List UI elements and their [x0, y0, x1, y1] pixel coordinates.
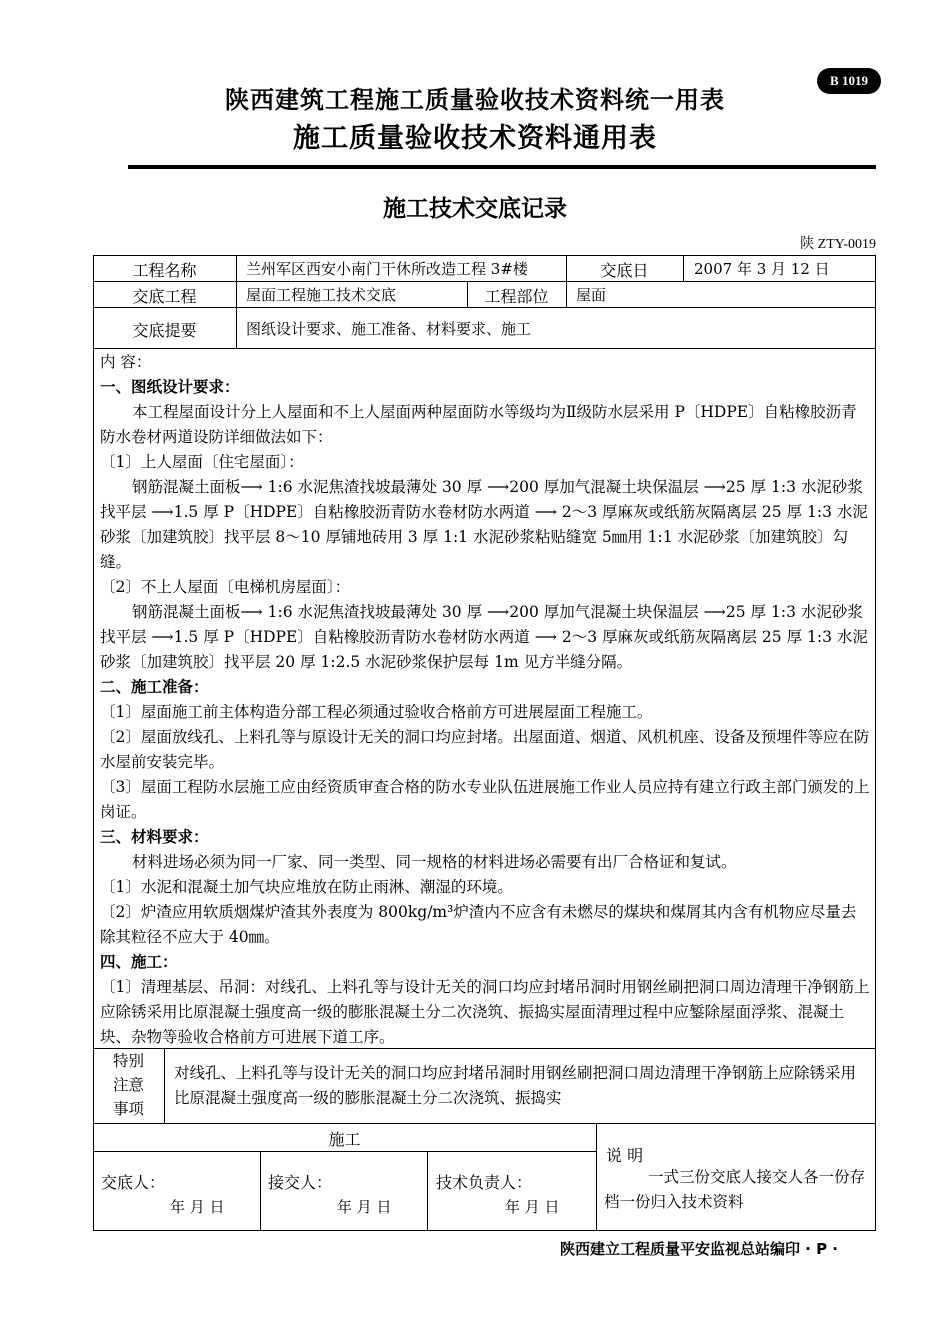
paragraph: 钢筋混凝土面板⟶ 1:6 水泥焦渣找坡最薄处 30 厚 ⟶200 厚加气混凝土块保温层 ⟶25 厚 1:3 水泥砂浆找平层 ⟶1.5 厚 P〔HDPE〕自粘橡胶沥青防水卷材防水两道 ⟶ 2～3 厚麻灰或纸筋灰隔离层 25 厚 1:3 水泥砂浆〔加建筑胶〕找平层 8～10 厚铺地砖用 3 厚 1:1 水泥砂浆粘贴缝宽 5㎜用 1:1 水泥砂浆〔加建筑胶〕勾缝。: [100, 478, 868, 571]
summary-value: 图纸设计要求、施工准备、材料要求、施工: [246, 320, 532, 338]
explain-title: 说 明: [606, 1146, 644, 1165]
project-part-value: 屋面: [576, 286, 607, 304]
paragraph: 〔1〕屋面施工前主体构造分部工程必须通过验收合格前方可进展屋面工程施工。: [100, 703, 653, 721]
paragraph: 〔1〕水泥和混凝土加气块应堆放在防止雨淋、潮湿的环境。: [100, 878, 513, 896]
paragraph: 〔2〕屋面放线孔、上料孔等与原设计无关的洞口均应封堵。出屋面道、烟道、风机机座、设备及预埋件等应在防水屋前安装完毕。: [100, 728, 870, 771]
row-divider: [93, 348, 876, 349]
disclosure-project-label: 交底工程: [132, 287, 197, 306]
row-divider: [93, 1123, 876, 1124]
special-notes-label-line: 特别: [112, 1052, 144, 1070]
col-divider: [566, 281, 567, 307]
disclosure-content: [100, 350, 870, 1050]
col-divider: [236, 255, 237, 348]
row-divider: [93, 307, 876, 308]
col-divider: [427, 1151, 428, 1231]
special-notes-label-line: 事项: [112, 1100, 144, 1118]
section-heading: 三、材料要求：: [100, 828, 209, 846]
discloser-date: 年 月 日: [170, 1198, 225, 1216]
paragraph: 材料进场必须为同一厂家、同一类型、同一规格的材料进场必需要有出厂合格证和复试。: [132, 853, 737, 871]
paragraph: 钢筋混凝土面板⟶ 1:6 水泥焦渣找坡最薄处 30 厚 ⟶200 厚加气混凝土块保温层 ⟶25 厚 1:3 水泥砂浆找平层 ⟶1.5 厚 P〔HDPE〕自粘橡胶沥青防水卷材防水两道 ⟶ 2～3 厚麻灰或纸筋灰隔离层 25 厚 1:3 水泥砂浆〔加建筑胶〕找平层 20 厚 1:2.5 水泥砂浆保护层每 1m 见方半缝分隔。: [100, 603, 868, 671]
section-heading: 二、施工准备：: [100, 678, 209, 696]
paragraph: 本工程屋面设计分上人屋面和不上人屋面两种屋面防水等级均为Ⅱ级防水层采用 P〔HDPE〕自粘橡胶沥青防水卷材两道设防详细做法如下：: [100, 403, 857, 446]
col-divider: [683, 255, 684, 281]
row-divider: [93, 281, 876, 282]
row-divider: [93, 1151, 596, 1152]
publisher-footer: 陕西建立工程质量平安监视总站编印 · P ·: [559, 1240, 838, 1258]
special-notes-label-line: 注意: [112, 1076, 144, 1094]
subheading: 〔1〕上人屋面〔住宅屋面〕：: [100, 453, 304, 471]
form-series-title: 陕西建筑工程施工质量验收技术资料统一用表: [225, 86, 725, 114]
summary-label: 交底提要: [132, 321, 197, 340]
date-value: 2007 年 3 月 12 日: [694, 260, 830, 278]
special-notes-label: [93, 1049, 164, 1121]
form-category-title: 施工质量验收技术资料通用表: [293, 123, 657, 154]
date-label: 交底日: [600, 261, 649, 280]
project-name-label: 工程名称: [132, 261, 197, 280]
form-title: 施工技术交底记录: [383, 196, 567, 222]
col-divider: [596, 1123, 597, 1231]
col-divider: [164, 1048, 165, 1123]
form-code: 陕 ZTY-0019: [800, 237, 876, 252]
section-heading: 四、施工：: [100, 953, 178, 971]
explain-text: 一式三份交底人接交人各一份存档一份归入技术资料: [604, 1168, 866, 1211]
disclosure-project-value: 屋面工程施工技术交底: [246, 286, 397, 304]
paragraph: 〔2〕炉渣应用软质烟煤炉渣其外表度为 800kg/m³炉渣内不应含有未燃尽的煤块和煤屑其内含有机物应尽量去除其粒径不应大于 40㎜。: [100, 903, 857, 946]
project-part-label: 工程部位: [484, 287, 549, 306]
paragraph: 〔1〕清理基层、吊洞：对线孔、上料孔等与设计无关的洞口均应封堵吊洞时用钢丝刷把洞口周边清理干净钢筋上应除锈采用比原混凝土强度高一级的膨胀混凝土分二次浇筑、振捣实屋面清理过程中应錾除屋面浮浆、混凝土块、杂物等验收合格前方可进展下道工序。: [100, 978, 870, 1046]
discloser-label: 交底人：: [101, 1173, 166, 1192]
form-number-badge: B 1019: [817, 68, 881, 94]
subheading: 〔2〕不上人屋面〔电梯机房屋面〕：: [100, 578, 351, 596]
project-name-value: 兰州军区西安小南门干休所改造工程 3#楼: [246, 260, 528, 278]
col-divider: [260, 1151, 261, 1231]
content-label: 内 容：: [100, 353, 152, 371]
section-heading: 一、图纸设计要求：: [100, 378, 240, 396]
header-divider: [128, 165, 876, 169]
construction-label: 施工: [328, 1130, 361, 1149]
tech-lead-date: 年 月 日: [505, 1198, 560, 1216]
receiver-date: 年 月 日: [337, 1198, 392, 1216]
paragraph: 〔3〕屋面工程防水层施工应由经资质审查合格的防水专业队伍进展施工作业人员应持有建立行政主部门颁发的上岗证。: [100, 778, 870, 821]
tech-lead-label: 技术负责人：: [436, 1173, 533, 1192]
receiver-label: 接交人：: [268, 1173, 333, 1192]
special-notes-text: 对线孔、上料孔等与设计无关的洞口均应封堵吊洞时用钢丝刷把洞口周边清理干净钢筋上应除锈采用比原混凝土强度高一级的膨胀混凝土分二次浇筑、振捣实: [174, 1064, 857, 1107]
